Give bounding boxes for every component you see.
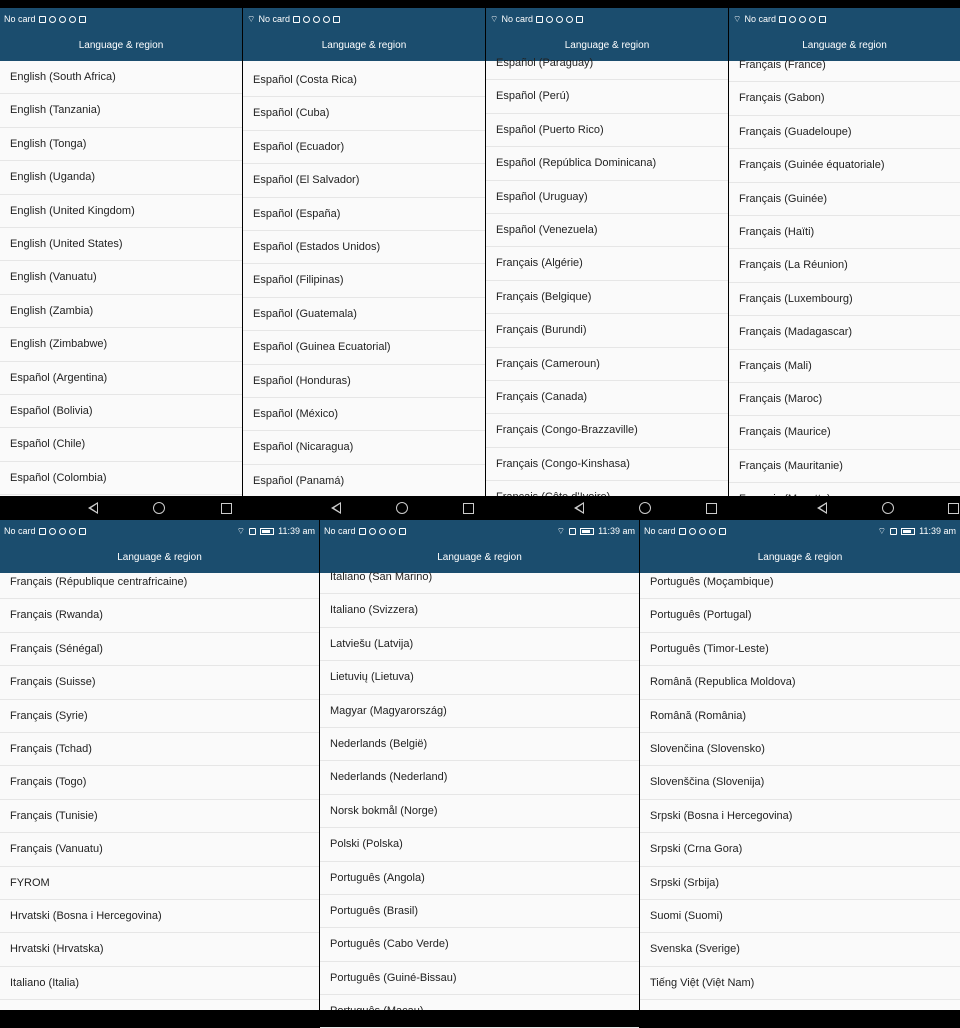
- language-list-item[interactable]: English (Tanzania): [0, 94, 242, 127]
- language-list-item[interactable]: Español (Puerto Rico): [486, 114, 728, 147]
- recent-apps-icon[interactable]: [463, 503, 474, 514]
- language-list-item[interactable]: Español (República Dominicana): [486, 147, 728, 180]
- wifi-icon: ⌔: [247, 13, 256, 24]
- screen-pane-7: [640, 520, 960, 1010]
- recent-apps-icon[interactable]: [221, 503, 232, 514]
- notification-icon: [303, 16, 310, 23]
- language-list-item[interactable]: Tiếng Việt (Việt Nam): [640, 967, 960, 1000]
- recent-apps-icon[interactable]: [948, 503, 959, 514]
- home-icon[interactable]: [153, 502, 165, 514]
- language-list-item[interactable]: Srpski (Crna Gora): [640, 833, 960, 866]
- language-list-item[interactable]: Español (Bolivia): [0, 395, 242, 428]
- notification-icon: [359, 528, 366, 535]
- language-list-item[interactable]: Nederlands (Nederland): [320, 761, 639, 794]
- language-list-item[interactable]: Français (Tchad): [0, 733, 319, 766]
- screen-pane-5: [0, 520, 319, 1010]
- notification-icon: [719, 528, 726, 535]
- language-list-item[interactable]: Français (Mali): [729, 350, 960, 383]
- language-list-item[interactable]: Slovenčina (Slovensko): [640, 733, 960, 766]
- notification-icon: [69, 16, 76, 23]
- battery-icon: [901, 528, 915, 535]
- clock-label: 11:39 am: [598, 526, 635, 536]
- language-list-item[interactable]: Français (Gabon): [729, 82, 960, 115]
- language-list[interactable]: [243, 64, 485, 496]
- recent-apps-icon[interactable]: [706, 503, 717, 514]
- language-list-item[interactable]: Português (Timor-Leste): [640, 633, 960, 666]
- language-list-item[interactable]: Português (Brasil): [320, 895, 639, 928]
- carrier-label: No card: [644, 526, 676, 536]
- carrier-label: No card: [501, 14, 533, 24]
- page-title: Language & region: [243, 30, 485, 61]
- notification-icon: [789, 16, 796, 23]
- system-nav-bar: [0, 496, 960, 520]
- language-list-item[interactable]: Lietuvių (Lietuva): [320, 661, 639, 694]
- wifi-icon: ⌔: [556, 525, 566, 536]
- system-nav-bar: [0, 1010, 960, 1018]
- page-title: Language & region: [0, 542, 319, 573]
- notification-icon: [59, 528, 66, 535]
- language-list-item[interactable]: Português (Guiné-Bissau): [320, 962, 639, 995]
- status-bar: [640, 520, 960, 542]
- notification-icon: [379, 528, 386, 535]
- back-icon[interactable]: [817, 502, 827, 514]
- carrier-label: No card: [258, 14, 290, 24]
- notification-icon: [689, 528, 696, 535]
- language-list-item[interactable]: Română (Republica Moldova): [640, 666, 960, 699]
- language-list-item[interactable]: Magyar (Magyarország): [320, 695, 639, 728]
- wifi-icon: ⌔: [236, 525, 246, 536]
- home-icon[interactable]: [639, 502, 651, 514]
- notification-icon: [389, 528, 396, 535]
- language-list-item[interactable]: Français (Rwanda): [0, 599, 319, 632]
- notification-icon: [39, 528, 46, 535]
- language-list-item[interactable]: Português (Portugal): [640, 599, 960, 632]
- screen-pane-4: [729, 8, 960, 496]
- language-list-item[interactable]: Español (Nicaragua): [243, 431, 485, 464]
- language-list-item[interactable]: Latviešu (Latvija): [320, 628, 639, 661]
- language-list-item[interactable]: Español (Ecuador): [243, 131, 485, 164]
- language-list-item[interactable]: English (Zambia): [0, 295, 242, 328]
- language-list[interactable]: [640, 566, 960, 1010]
- language-list[interactable]: [486, 47, 728, 496]
- language-list-item[interactable]: Italiano (Svizzera): [320, 594, 639, 627]
- notification-icon: [333, 16, 340, 23]
- notification-icon: [536, 16, 543, 23]
- language-list-item[interactable]: Română (România): [640, 700, 960, 733]
- language-list-item[interactable]: English (Tonga): [0, 128, 242, 161]
- notification-icon: [313, 16, 320, 23]
- carrier-label: No card: [324, 526, 356, 536]
- wifi-icon: ⌔: [490, 13, 499, 24]
- language-list-item[interactable]: Français (Guinée): [729, 183, 960, 216]
- language-list-item[interactable]: Español (Cuba): [243, 97, 485, 130]
- language-list-item[interactable]: Hrvatski (Hrvatska): [0, 933, 319, 966]
- notification-icon: [49, 528, 56, 535]
- language-list-item[interactable]: Français (Canada): [486, 381, 728, 414]
- language-list-item[interactable]: Español (Perú): [486, 80, 728, 113]
- language-list-item[interactable]: Polski (Polska): [320, 828, 639, 861]
- language-list-item[interactable]: Español (Estados Unidos): [243, 231, 485, 264]
- clock-label: 11:39 am: [919, 526, 956, 536]
- carrier-label: No card: [4, 14, 36, 24]
- language-list-item[interactable]: Nederlands (België): [320, 728, 639, 761]
- language-list-item[interactable]: Español (El Salvador): [243, 164, 485, 197]
- language-list-item[interactable]: Français (Togo): [0, 766, 319, 799]
- language-list-item[interactable]: Srpski (Bosna i Hercegovina): [640, 800, 960, 833]
- language-list-item[interactable]: Español (Honduras): [243, 365, 485, 398]
- notification-icon: [49, 16, 56, 23]
- notification-icon: [39, 16, 46, 23]
- notification-icon: [566, 16, 573, 23]
- language-list-item[interactable]: Français (Sénégal): [0, 633, 319, 666]
- language-list-item[interactable]: Español (México): [243, 398, 485, 431]
- page-title: Language & region: [729, 30, 960, 61]
- language-list-item[interactable]: Français (Syrie): [0, 700, 319, 733]
- battery-icon: [580, 528, 594, 535]
- language-list-item[interactable]: Hrvatski (Bosna i Hercegovina): [0, 900, 319, 933]
- language-list-item[interactable]: Português (Angola): [320, 862, 639, 895]
- back-icon[interactable]: [574, 502, 584, 514]
- screen-pane-6: [320, 520, 639, 1010]
- language-list-item[interactable]: Français (Maurice): [729, 416, 960, 449]
- language-list-item[interactable]: Italiano (San Marino): [320, 561, 639, 594]
- language-list-item[interactable]: Español (Panamá): [243, 465, 485, 498]
- status-bar: [243, 8, 485, 30]
- notification-icon: [779, 16, 786, 23]
- language-list-item[interactable]: English (South Africa): [0, 61, 242, 94]
- language-list-item[interactable]: FYROM: [0, 867, 319, 900]
- battery-icon: [260, 528, 274, 535]
- language-list-item[interactable]: Español (Costa Rica): [243, 64, 485, 97]
- notification-icon: [293, 16, 300, 23]
- notification-icon: [679, 528, 686, 535]
- language-list-item[interactable]: Français (Cameroun): [486, 348, 728, 381]
- language-list-item[interactable]: Français (Suisse): [0, 666, 319, 699]
- language-list-item[interactable]: Français (Congo-Brazzaville): [486, 414, 728, 447]
- language-list-item[interactable]: Español (Guatemala): [243, 298, 485, 331]
- notification-icon: [576, 16, 583, 23]
- page-title: Language & region: [0, 30, 242, 61]
- home-icon[interactable]: [396, 502, 408, 514]
- language-list-item[interactable]: Français (Burundi): [486, 314, 728, 347]
- language-list-item[interactable]: Français (Guinée équatoriale): [729, 149, 960, 182]
- language-list-item[interactable]: Español (Guinea Ecuatorial): [243, 331, 485, 364]
- language-list-item[interactable]: Français (Mauritanie): [729, 450, 960, 483]
- status-bar: [486, 8, 728, 30]
- language-list-item[interactable]: English (Vanuatu): [0, 261, 242, 294]
- back-icon[interactable]: [88, 502, 98, 514]
- language-list-item[interactable]: Slovenščina (Slovenija): [640, 766, 960, 799]
- language-list-item[interactable]: English (Zimbabwe): [0, 328, 242, 361]
- notification-icon: [809, 16, 816, 23]
- back-icon[interactable]: [331, 502, 341, 514]
- language-list-item[interactable]: Français (Vanuatu): [0, 833, 319, 866]
- language-list-item[interactable]: Français (Madagascar): [729, 316, 960, 349]
- language-list-item[interactable]: English (United Kingdom): [0, 195, 242, 228]
- status-bar: [320, 520, 639, 542]
- language-list-item[interactable]: Français (République centrafricaine): [0, 566, 319, 599]
- language-list-item[interactable]: Français (France): [729, 49, 960, 82]
- language-list-item[interactable]: Français (Congo-Kinshasa): [486, 448, 728, 481]
- language-list-item[interactable]: Español (Uruguay): [486, 181, 728, 214]
- language-list-item[interactable]: Svenska (Sverige): [640, 933, 960, 966]
- wifi-icon: ⌔: [733, 13, 742, 24]
- language-list-item[interactable]: Français (Luxembourg): [729, 283, 960, 316]
- screen-pane-1: [0, 8, 242, 496]
- notification-icon: [323, 16, 330, 23]
- language-list-item[interactable]: Español (Colombia): [0, 462, 242, 495]
- language-list[interactable]: [729, 49, 960, 496]
- language-list-item[interactable]: Español (Argentina): [0, 362, 242, 395]
- page-title: Language & region: [320, 542, 639, 573]
- status-bar: [0, 8, 242, 30]
- language-list-item[interactable]: Português (Cabo Verde): [320, 928, 639, 961]
- signal-icon: [569, 528, 576, 535]
- language-list-item[interactable]: Español (Chile): [0, 428, 242, 461]
- language-list-item[interactable]: Français (La Réunion): [729, 249, 960, 282]
- signal-icon: [249, 528, 256, 535]
- notification-icon: [556, 16, 563, 23]
- status-bar: [0, 520, 319, 542]
- status-bar: [729, 8, 960, 30]
- language-list-item[interactable]: Français (Guadeloupe): [729, 116, 960, 149]
- notification-icon: [819, 16, 826, 23]
- notification-icon: [799, 16, 806, 23]
- language-list-item[interactable]: Italiano (Italia): [0, 967, 319, 1000]
- notification-icon: [59, 16, 66, 23]
- language-list-item[interactable]: English (United States): [0, 228, 242, 261]
- language-list-item[interactable]: English (Uganda): [0, 161, 242, 194]
- language-list[interactable]: [0, 61, 242, 496]
- language-list[interactable]: [0, 566, 319, 1010]
- language-list-item[interactable]: Español (Filipinas): [243, 264, 485, 297]
- language-list-item[interactable]: Français (Maroc): [729, 383, 960, 416]
- language-list-item[interactable]: Español (España): [243, 198, 485, 231]
- signal-icon: [890, 528, 897, 535]
- wifi-icon: ⌔: [877, 525, 887, 536]
- language-list-item[interactable]: Français (Algérie): [486, 247, 728, 280]
- language-list-item[interactable]: Español (Paraguay): [486, 47, 728, 80]
- notification-icon: [399, 528, 406, 535]
- notification-icon: [69, 528, 76, 535]
- notification-icon: [79, 16, 86, 23]
- language-list[interactable]: [320, 561, 639, 1010]
- language-list-item[interactable]: Français (Haïti): [729, 216, 960, 249]
- screen-pane-3: [486, 8, 728, 496]
- notification-icon: [709, 528, 716, 535]
- language-list-item[interactable]: Français (Belgique): [486, 281, 728, 314]
- carrier-label: No card: [4, 526, 36, 536]
- screen-pane-2: [243, 8, 485, 496]
- language-list-item[interactable]: Français (Tunisie): [0, 800, 319, 833]
- clock-label: 11:39 am: [278, 526, 315, 536]
- carrier-label: No card: [744, 14, 776, 24]
- notification-icon: [546, 16, 553, 23]
- notification-icon: [79, 528, 86, 535]
- page-title: Language & region: [640, 542, 960, 573]
- language-list-item[interactable]: Suomi (Suomi): [640, 900, 960, 933]
- language-list-item[interactable]: Español (Venezuela): [486, 214, 728, 247]
- page-title: Language & region: [486, 30, 728, 61]
- language-list-item[interactable]: Português (Moçambique): [640, 566, 960, 599]
- notification-icon: [699, 528, 706, 535]
- notification-icon: [369, 528, 376, 535]
- home-icon[interactable]: [882, 502, 894, 514]
- language-list-item[interactable]: Srpski (Srbija): [640, 867, 960, 900]
- language-list-item[interactable]: Norsk bokmål (Norge): [320, 795, 639, 828]
